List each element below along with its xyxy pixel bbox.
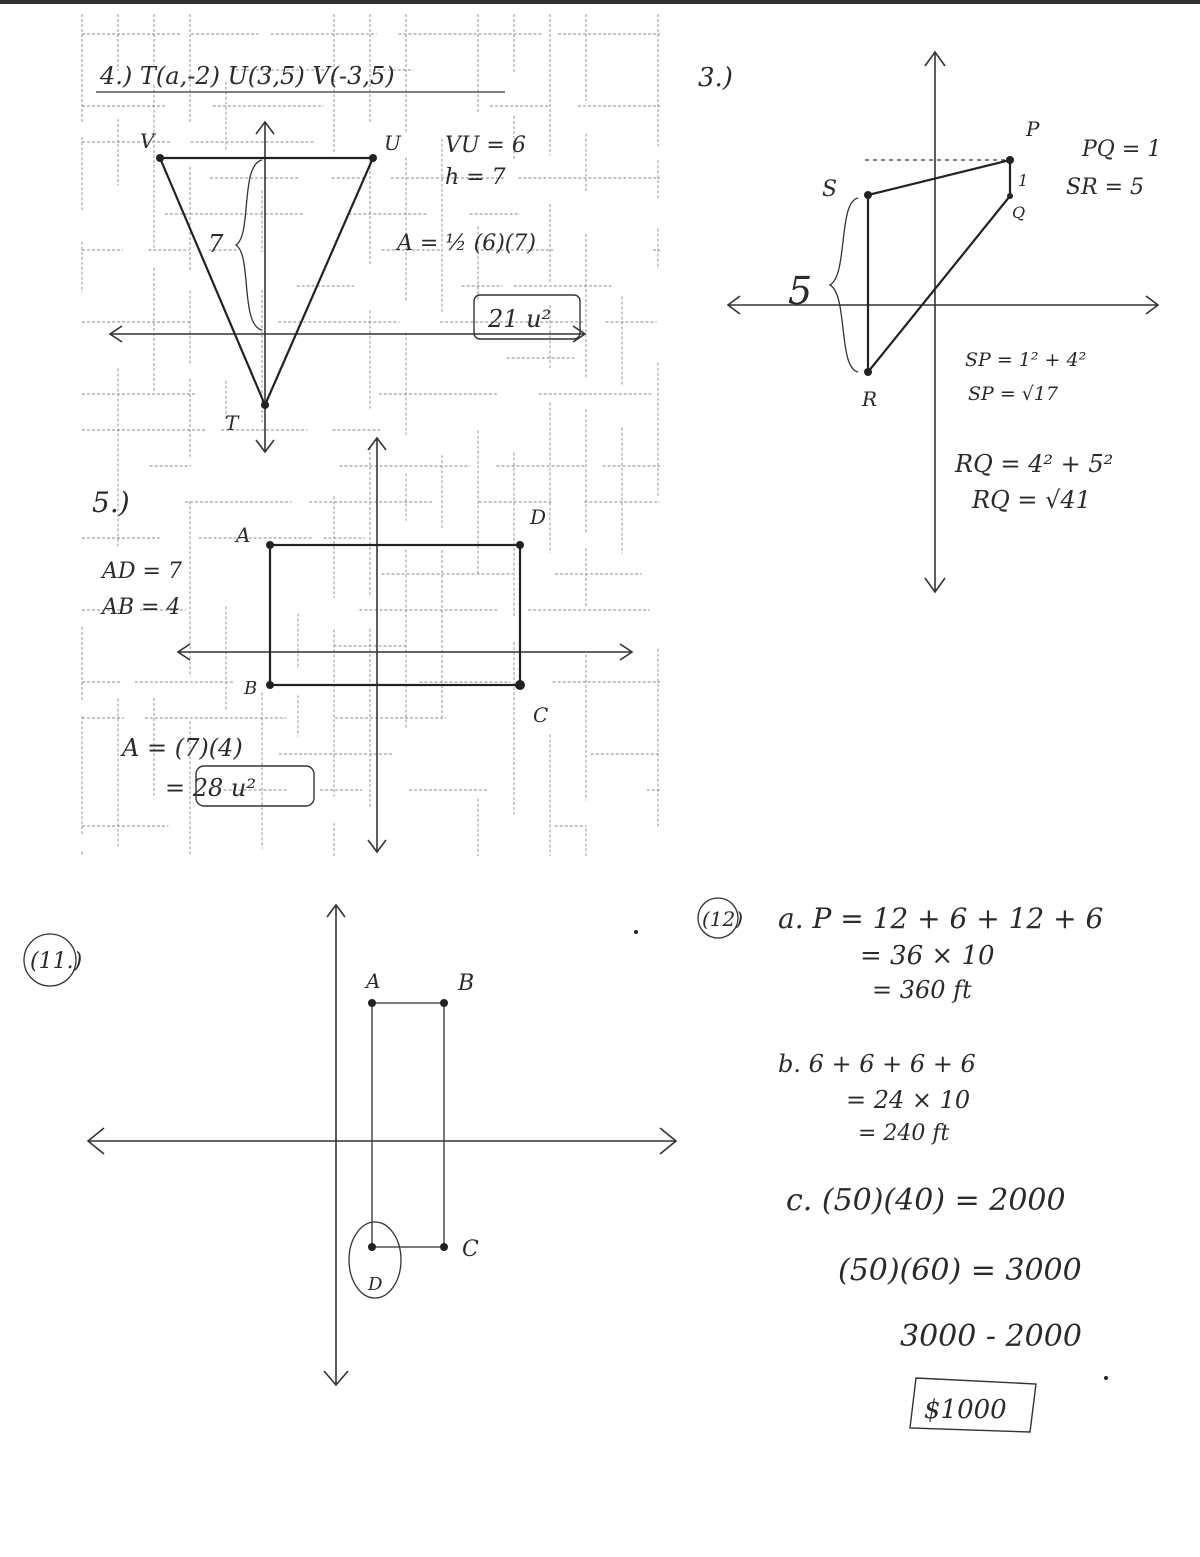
label-s: S bbox=[822, 177, 838, 202]
area-result: 21 u² bbox=[488, 305, 552, 333]
point-t bbox=[261, 401, 269, 409]
point-u bbox=[369, 154, 377, 162]
sp-step-1: SP = 1² + 4² bbox=[965, 349, 1087, 371]
problem-11 bbox=[24, 905, 676, 1385]
vu-length: VU = 6 bbox=[445, 133, 526, 158]
label-q: Q bbox=[1012, 203, 1026, 222]
ab-length: AB = 4 bbox=[102, 595, 181, 620]
area-formula: A = (7)(4) bbox=[122, 734, 243, 762]
part-c-line-2: (50)(60) = 3000 bbox=[838, 1253, 1082, 1288]
problem-5-heading: 5.) bbox=[92, 486, 130, 519]
height-brace bbox=[236, 160, 262, 330]
height-mark: 7 bbox=[208, 230, 224, 258]
label-d: D bbox=[530, 505, 547, 529]
sr-brace bbox=[830, 198, 858, 372]
part-a-line-1: a. P = 12 + 6 + 12 + 6 bbox=[778, 902, 1104, 935]
part-b-line-1: b. 6 + 6 + 6 + 6 bbox=[778, 1050, 976, 1078]
point-q bbox=[1007, 193, 1013, 199]
stray-mark bbox=[1104, 1376, 1108, 1380]
height-value: h = 7 bbox=[445, 165, 506, 190]
rectangle-abcd bbox=[270, 545, 520, 685]
problem-3-heading: 3.) bbox=[698, 63, 733, 93]
point-d bbox=[516, 541, 524, 549]
sr-mark: 5 bbox=[788, 269, 813, 313]
point-a bbox=[368, 999, 376, 1007]
area-result: = 28 u² bbox=[165, 774, 256, 802]
point-b bbox=[266, 681, 274, 689]
part-a-line-2: = 36 × 10 bbox=[860, 941, 995, 971]
ad-length: AD = 7 bbox=[102, 559, 182, 584]
part-c-answer: $1000 bbox=[924, 1395, 1007, 1425]
problem-11-heading: (11.) bbox=[30, 949, 83, 974]
part-c-line-3: 3000 - 2000 bbox=[900, 1319, 1082, 1354]
problem-5 bbox=[92, 438, 632, 852]
label-r: R bbox=[862, 387, 878, 411]
rectangle-abcd bbox=[372, 1003, 444, 1247]
label-b: B bbox=[458, 971, 475, 996]
top-border bbox=[0, 0, 1200, 4]
label-a: A bbox=[236, 523, 251, 547]
label-p: P bbox=[1026, 117, 1040, 141]
point-p bbox=[1006, 156, 1014, 164]
label-c: C bbox=[462, 1237, 479, 1262]
point-d bbox=[368, 1243, 376, 1251]
rq-step-2: RQ = √41 bbox=[972, 486, 1091, 514]
graph-paper-grid bbox=[82, 14, 660, 856]
problem-12 bbox=[698, 898, 1103, 1432]
label-c: C bbox=[533, 703, 549, 727]
part-c-line-1: c. (50)(40) = 2000 bbox=[786, 1183, 1066, 1218]
label-d: D bbox=[368, 1274, 383, 1295]
label-a: A bbox=[366, 969, 381, 993]
label-b: B bbox=[244, 678, 258, 699]
problem-4 bbox=[96, 62, 585, 452]
rq-step-1: RQ = 4² + 5² bbox=[955, 450, 1114, 478]
quadrilateral-pqrs bbox=[868, 160, 1010, 372]
problem-12-heading: (12) bbox=[702, 907, 744, 931]
point-c bbox=[515, 680, 525, 690]
point-v bbox=[156, 154, 164, 162]
pq-length: PQ = 1 bbox=[1082, 137, 1162, 162]
label-u: U bbox=[384, 131, 401, 155]
point-r bbox=[864, 368, 872, 376]
area-formula: A = ½ (6)(7) bbox=[397, 231, 536, 256]
label-v: V bbox=[140, 129, 155, 153]
part-b-line-3: = 240 ft bbox=[858, 1121, 950, 1146]
sp-step-2: SP = √17 bbox=[968, 383, 1059, 405]
pq-mark: 1 bbox=[1018, 171, 1029, 190]
problem-4-heading: 4.) T(a,-2) U(3,5) V(-3,5) bbox=[100, 62, 395, 90]
part-a-line-3: = 360 ft bbox=[872, 976, 972, 1004]
point-a bbox=[266, 541, 274, 549]
point-s bbox=[864, 191, 872, 199]
triangle-tuv bbox=[160, 158, 373, 405]
stray-mark bbox=[634, 930, 638, 934]
point-c bbox=[440, 1243, 448, 1251]
point-b bbox=[440, 999, 448, 1007]
part-b-line-2: = 24 × 10 bbox=[846, 1086, 971, 1114]
problem-3 bbox=[698, 52, 1161, 592]
label-t: T bbox=[225, 411, 239, 435]
sr-length: SR = 5 bbox=[1066, 175, 1145, 200]
